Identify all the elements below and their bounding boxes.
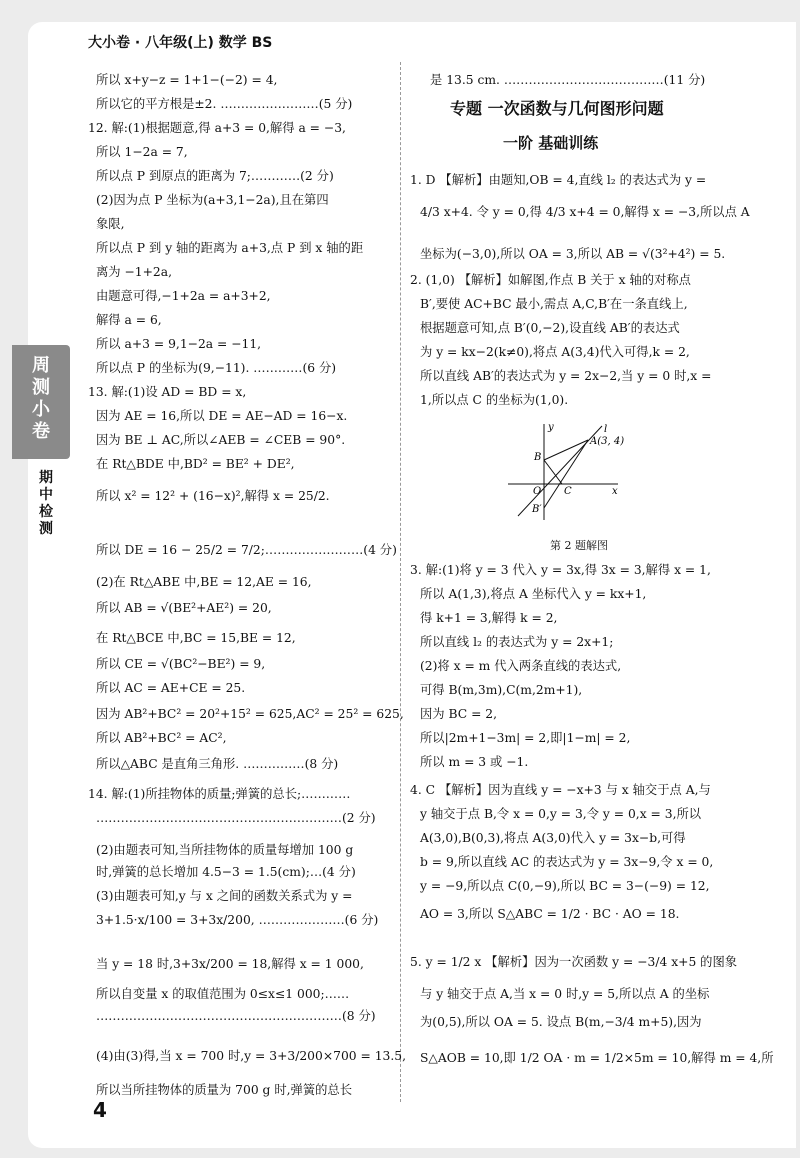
left-text-line: 所以 a+3 = 9,1−2a = −11, xyxy=(96,337,262,351)
right-text-line: 所以直线 AB′的表达式为 y = 2x−2,当 y = 0 时,x = xyxy=(420,369,712,383)
right-text-line: y 轴交于点 B,令 x = 0,y = 3,令 y = 0,x = 3,所以 xyxy=(420,807,702,821)
column-divider xyxy=(400,62,401,1102)
right-text-line: 因为 BC = 2, xyxy=(420,707,498,721)
left-text-line: 14. 解:(1)所挂物体的质量;弹簧的总长;………… xyxy=(88,787,351,801)
right-text-line: AO = 3,所以 S△ABC = 1/2 · BC · AO = 18. xyxy=(420,907,680,921)
right-text-line: 1,所以点 C 的坐标为(1,0). xyxy=(420,393,569,407)
left-text-line: (3)由题表可知,y 与 x 之间的函数关系式为 y = xyxy=(96,889,353,903)
right-text-line: 5. y = 1/2 x 【解析】因为一次函数 y = −3/4 x+5 的图象 xyxy=(410,955,738,969)
left-text-line: 所以当所挂物体的质量为 700 g 时,弹簧的总长 xyxy=(96,1083,353,1097)
left-text-line: 所以 CE = √(BC²−BE²) = 9, xyxy=(96,657,266,671)
side-tab-label: 周测小卷 xyxy=(32,355,50,442)
right-text-line: 得 k+1 = 3,解得 k = 2, xyxy=(420,611,558,625)
left-text-line: 解得 a = 6, xyxy=(96,313,162,327)
right-text-line: 与 y 轴交于点 A,当 x = 0 时,y = 5,所以点 A 的坐标 xyxy=(420,987,710,1001)
figure-label: B xyxy=(534,452,542,463)
left-text-line: 由题意可得,−1+2a = a+3+2, xyxy=(96,289,271,303)
figure-label: C xyxy=(564,486,572,497)
right-text-line: 所以直线 l₂ 的表达式为 y = 2x+1; xyxy=(420,635,614,649)
right-text-line: 所以|2m+1−3m| = 2,即|1−m| = 2, xyxy=(420,731,631,745)
figure-caption: 第 2 题解图 xyxy=(550,539,608,552)
left-text-line: 所以 1−2a = 7, xyxy=(96,145,188,159)
left-text-line: 在 Rt△BDE 中,BD² = BE² + DE², xyxy=(96,457,295,471)
right-text-line: 可得 B(m,3m),C(m,2m+1), xyxy=(420,683,583,697)
side-tab xyxy=(12,345,70,459)
figure-label: x xyxy=(612,486,618,497)
right-text-line: 4. C 【解析】因为直线 y = −x+3 与 x 轴交于点 A,与 xyxy=(410,783,711,797)
left-text-line: 因为 AE = 16,所以 DE = AE−AD = 16−x. xyxy=(96,409,348,423)
figure-label: O xyxy=(533,486,542,497)
left-text-line: 所以 AB = √(BE²+AE²) = 20, xyxy=(96,601,272,615)
left-text-line: 所以它的平方根是±2. ……………………(5 分) xyxy=(96,97,353,111)
right-text-line: 4/3 x+4. 令 y = 0,得 4/3 x+4 = 0,解得 x = −3,所以点 A xyxy=(420,205,750,219)
left-text-line: 所以点 P 的坐标为(9,−11). …………(6 分) xyxy=(96,361,337,375)
right-text-line: B′,要使 AC+BC 最小,需点 A,C,B′在一条直线上, xyxy=(420,297,688,311)
right-text-line: 1. D 【解析】由题知,OB = 4,直线 l₂ 的表达式为 y = xyxy=(410,173,707,187)
right-text-line: 2. (1,0) 【解析】如解图,作点 B 关于 x 轴的对称点 xyxy=(410,273,691,287)
left-text-line: (2)由题表可知,当所挂物体的质量每增加 100 g xyxy=(96,843,354,857)
left-text-line: 所以 x² = 12² + (16−x)²,解得 x = 25/2. xyxy=(96,489,330,503)
left-text-line: 12. 解:(1)根据题意,得 a+3 = 0,解得 a = −3, xyxy=(88,121,346,135)
left-text-line: 在 Rt△BCE 中,BC = 15,BE = 12, xyxy=(96,631,296,645)
figure-label: y xyxy=(548,422,554,433)
left-text-line: 因为 AB²+BC² = 20²+15² = 625,AC² = 25² = 625, xyxy=(96,707,404,721)
right-text-line: 所以 A(1,3),将点 A 坐标代入 y = kx+1, xyxy=(420,587,647,601)
left-text-line: 13. 解:(1)设 AD = BD = x, xyxy=(88,385,247,399)
right-text-line: 所以 m = 3 或 −1. xyxy=(420,755,529,769)
right-text-line: 为 y = kx−2(k≠0),将点 A(3,4)代入可得,k = 2, xyxy=(420,345,690,359)
left-text-line: 因为 BE ⊥ AC,所以∠AEB = ∠CEB = 90°. xyxy=(96,433,346,447)
left-text-line: 所以 DE = 16 − 25/2 = 7/2;……………………(4 分) xyxy=(96,543,397,557)
left-text-line: ……………………………………………………(2 分) xyxy=(96,811,376,825)
left-text-line: 所以点 P 到 y 轴的距离为 a+3,点 P 到 x 轴的距 xyxy=(96,241,364,255)
left-text-line: 所以 AB²+BC² = AC², xyxy=(96,731,227,745)
left-text-line: 所以 x+y−z = 1+1−(−2) = 4, xyxy=(96,73,278,87)
left-text-line: 当 y = 18 时,3+3x/200 = 18,解得 x = 1 000, xyxy=(96,957,364,971)
left-text-line: 离为 −1+2a, xyxy=(96,265,172,279)
sub-title: 一阶 基础训练 xyxy=(503,134,599,152)
solution-figure xyxy=(500,420,625,525)
left-text-line: 所以△ABC 是直角三角形. ……………(8 分) xyxy=(96,757,339,771)
section-title: 专题 一次函数与几何图形问题 xyxy=(450,99,664,118)
page-number: 4 xyxy=(93,1098,107,1122)
figure-label: B′ xyxy=(532,504,542,515)
right-text-line: 根据题意可知,点 B′(0,−2),设直线 AB′的表达式 xyxy=(420,321,680,335)
right-text-line: S△AOB = 10,即 1/2 OA · m = 1/2×5m = 10,解得 m = 4,所 xyxy=(420,1051,774,1065)
right-text-line: 3. 解:(1)将 y = 3 代入 y = 3x,得 3x = 3,解得 x = 1, xyxy=(410,563,711,577)
left-text-line: (4)由(3)得,当 x = 700 时,y = 3+3/200×700 = 13.5, xyxy=(96,1049,407,1063)
side-tab-sub: 期中检测 xyxy=(39,470,53,537)
left-text-line: 所以自变量 x 的取值范围为 0≤x≤1 000;…… xyxy=(96,987,350,1001)
figure-label: A(3, 4) xyxy=(590,436,625,447)
right-text-line: 是 13.5 cm. …………………………………(11 分) xyxy=(430,73,706,87)
left-text-line: 象限, xyxy=(96,217,125,231)
right-text-line: y = −9,所以点 C(0,−9),所以 BC = 3−(−9) = 12, xyxy=(420,879,710,893)
left-text-line: (2)因为点 P 坐标为(a+3,1−2a),且在第四 xyxy=(96,193,329,207)
left-text-line: 所以点 P 到原点的距离为 7;…………(2 分) xyxy=(96,169,334,183)
right-text-line: 坐标为(−3,0),所以 OA = 3,所以 AB = √(3²+4²) = 5. xyxy=(420,247,726,261)
page-header: 大小卷 · 八年级(上) 数学 BS xyxy=(88,35,273,51)
left-text-line: 时,弹簧的总长增加 4.5−3 = 1.5(cm);…(4 分) xyxy=(96,865,356,879)
left-text-line: ……………………………………………………(8 分) xyxy=(96,1009,376,1023)
right-text-line: 为(0,5),所以 OA = 5. 设点 B(m,−3/4 m+5),因为 xyxy=(420,1015,702,1029)
right-text-line: (2)将 x = m 代入两条直线的表达式, xyxy=(420,659,622,673)
left-text-line: 所以 AC = AE+CE = 25. xyxy=(96,681,246,695)
left-text-line: (2)在 Rt△ABE 中,BE = 12,AE = 16, xyxy=(96,575,312,589)
figure-label: l xyxy=(604,424,608,435)
left-text-line: 3+1.5·x/100 = 3+3x/200, …………………(6 分) xyxy=(96,913,379,927)
right-text-line: A(3,0),B(0,3),将点 A(3,0)代入 y = 3x−b,可得 xyxy=(420,831,686,845)
right-text-line: b = 9,所以直线 AC 的表达式为 y = 3x−9,令 x = 0, xyxy=(420,855,714,869)
